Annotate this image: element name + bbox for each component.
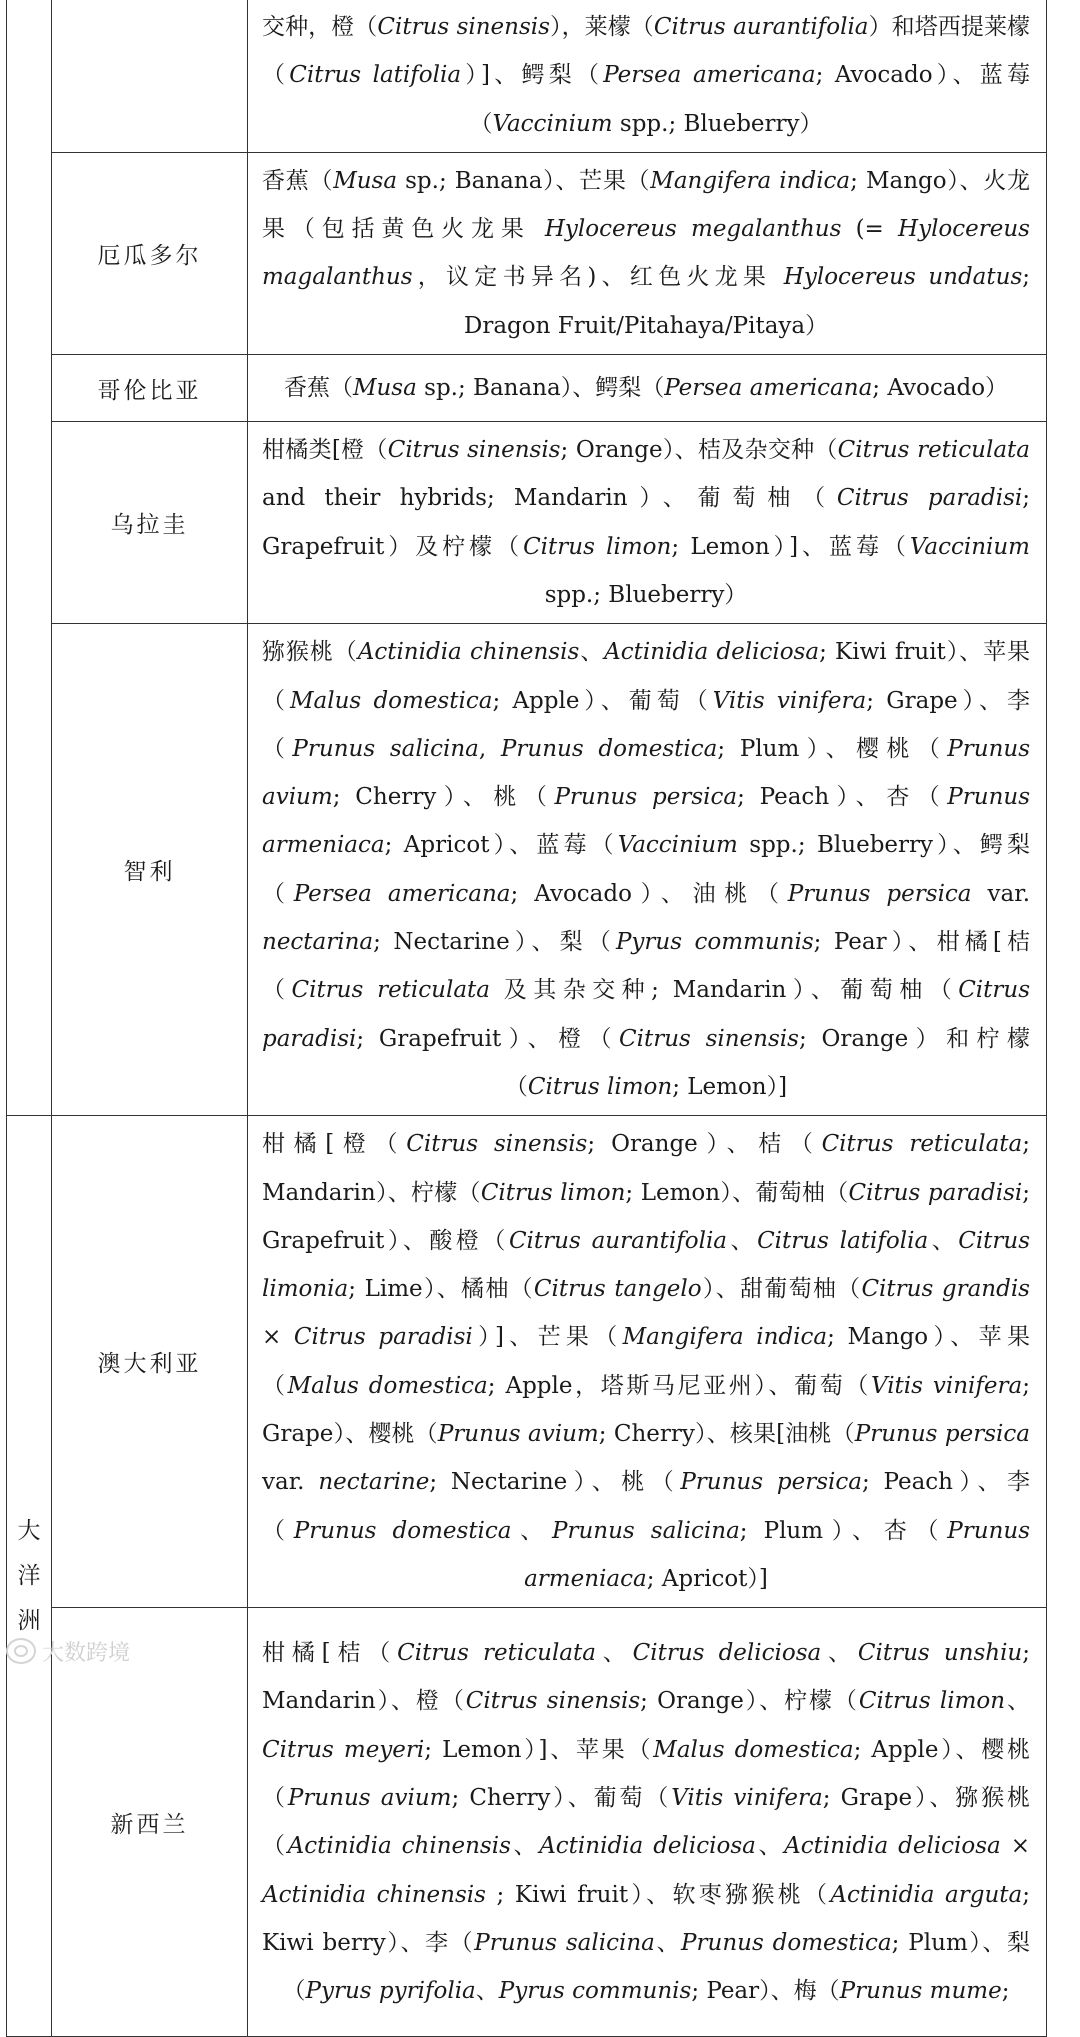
products-cell: 柑橘[橙（Citrus sinensis; Orange）、桔（Citrus reticulata; Mandarin）、柠檬（Citrus limon; Lemon）、葡萄柚（Citrus paradisi; Grapefruit）、酸橙（Citrus aurantifolia、Citrus latifolia、Citrus limonia; Lime）、橘柚（Citrus tangelo）、甜葡萄柚（Citrus grandis × Citrus paradisi）]、芒果（Mangifera indica; Mango）、苹果（Malus domestica; Apple，塔斯马尼亚州）、葡萄（Vitis vinifera; Grape）、樱桃（Prunus avium; Cherry）、核果[油桃（Prunus persica var. nectarine; Nectarine）、桃（Prunus persica; Peach）、李（Prunus domestica、Prunus salicina; Plum）、杏（Prunus armeniaca; Apricot）] [248, 1116, 1047, 1608]
table-row [7, 0, 1047, 152]
table-row [7, 1608, 1047, 2037]
watermark-text: 大数跨境 [42, 1640, 131, 1666]
country-cell [52, 0, 248, 152]
continent-cell-oceania [7, 1116, 52, 2037]
continent-cell-americas [7, 0, 52, 1116]
watermark [6, 1636, 130, 1666]
products-cell: 猕猴桃（Actinidia chinensis、Actinidia deliciosa; Kiwi fruit）、苹果（Malus domestica; Apple）、葡萄（Vitis vinifera; Grape）、李（Prunus salicina, Prunus domestica; Plum）、樱桃（Prunus avium; Cherry）、桃（Prunus persica; Peach）、杏（Prunus armeniaca; Apricot）、蓝莓（Vaccinium spp.; Blueberry）、鳄梨（Persea americana; Avocado）、油桃（Prunus persica var. nectarina; Nectarine）、梨（Pyrus communis; Pear）、柑橘[桔（Citrus reticulata 及其杂交种; Mandarin）、葡萄柚（Citrus paradisi; Grapefruit）、橙（Citrus sinensis; Orange）和柠檬（Citrus limon; Lemon）] [248, 624, 1047, 1116]
table-row [7, 624, 1047, 1116]
table-row [7, 355, 1047, 422]
products-cell: 香蕉（Musa sp.; Banana）、鳄梨（Persea americana; Avocado） [248, 355, 1047, 422]
logo-icon [6, 1638, 36, 1664]
products-cell: 柑橘类[橙（Citrus sinensis; Orange）、桔及杂交种（Citrus reticulata and their hybrids; Mandarin）、葡萄柚（Citrus paradisi; Grapefruit）及柠檬（Citrus limon; Lemon）]、蓝莓（Vaccinium spp.; Blueberry） [248, 422, 1047, 624]
products-cell: 香蕉（Musa sp.; Banana）、芒果（Mangifera indica; Mango）、火龙果（包括黄色火龙果 Hylocereus megalanthus (= Hylocereus magalanthus，议定书异名)、红色火龙果 Hylocereus undatus; Dragon Fruit/Pitahaya/Pitaya） [248, 152, 1047, 354]
table-row [7, 422, 1047, 624]
country-cell: 厄瓜多尔 [52, 152, 248, 354]
country-cell: 新西兰 [52, 1608, 248, 2037]
country-cell: 澳大利亚 [52, 1116, 248, 1608]
continent-label: 大 洋 洲 [17, 1517, 41, 1634]
quarantine-fruit-table [6, 0, 1047, 2037]
table-row [7, 1116, 1047, 1608]
table-row [7, 152, 1047, 354]
products-cell: 柑橘[桔（Citrus reticulata、Citrus deliciosa、Citrus unshiu; Mandarin）、橙（Citrus sinensis; Orange）、柠檬（Citrus limon、Citrus meyeri; Lemon）]、苹果（Malus domestica; Apple）、樱桃（Prunus avium; Cherry）、葡萄（Vitis vinifera; Grape）、猕猴桃（Actinidia chinensis、Actinidia deliciosa、Actinidia deliciosa × Actinidia chinensis ; Kiwi fruit）、软枣猕猴桃（Actinidia arguta; Kiwi berry）、李（Prunus salicina、Prunus domestica; Plum）、梨（Pyrus pyrifolia、Pyrus communis; Pear）、梅（Prunus mume; [248, 1608, 1047, 2037]
country-cell: 乌拉圭 [52, 422, 248, 624]
country-cell: 智利 [52, 624, 248, 1116]
country-cell: 哥伦比亚 [52, 355, 248, 422]
products-cell: 交种，橙（Citrus sinensis），莱檬（Citrus aurantifolia）和塔西提莱檬（Citrus latifolia）]、鳄梨（Persea americana; Avocado）、蓝莓（Vaccinium spp.; Blueberry） [248, 0, 1047, 152]
